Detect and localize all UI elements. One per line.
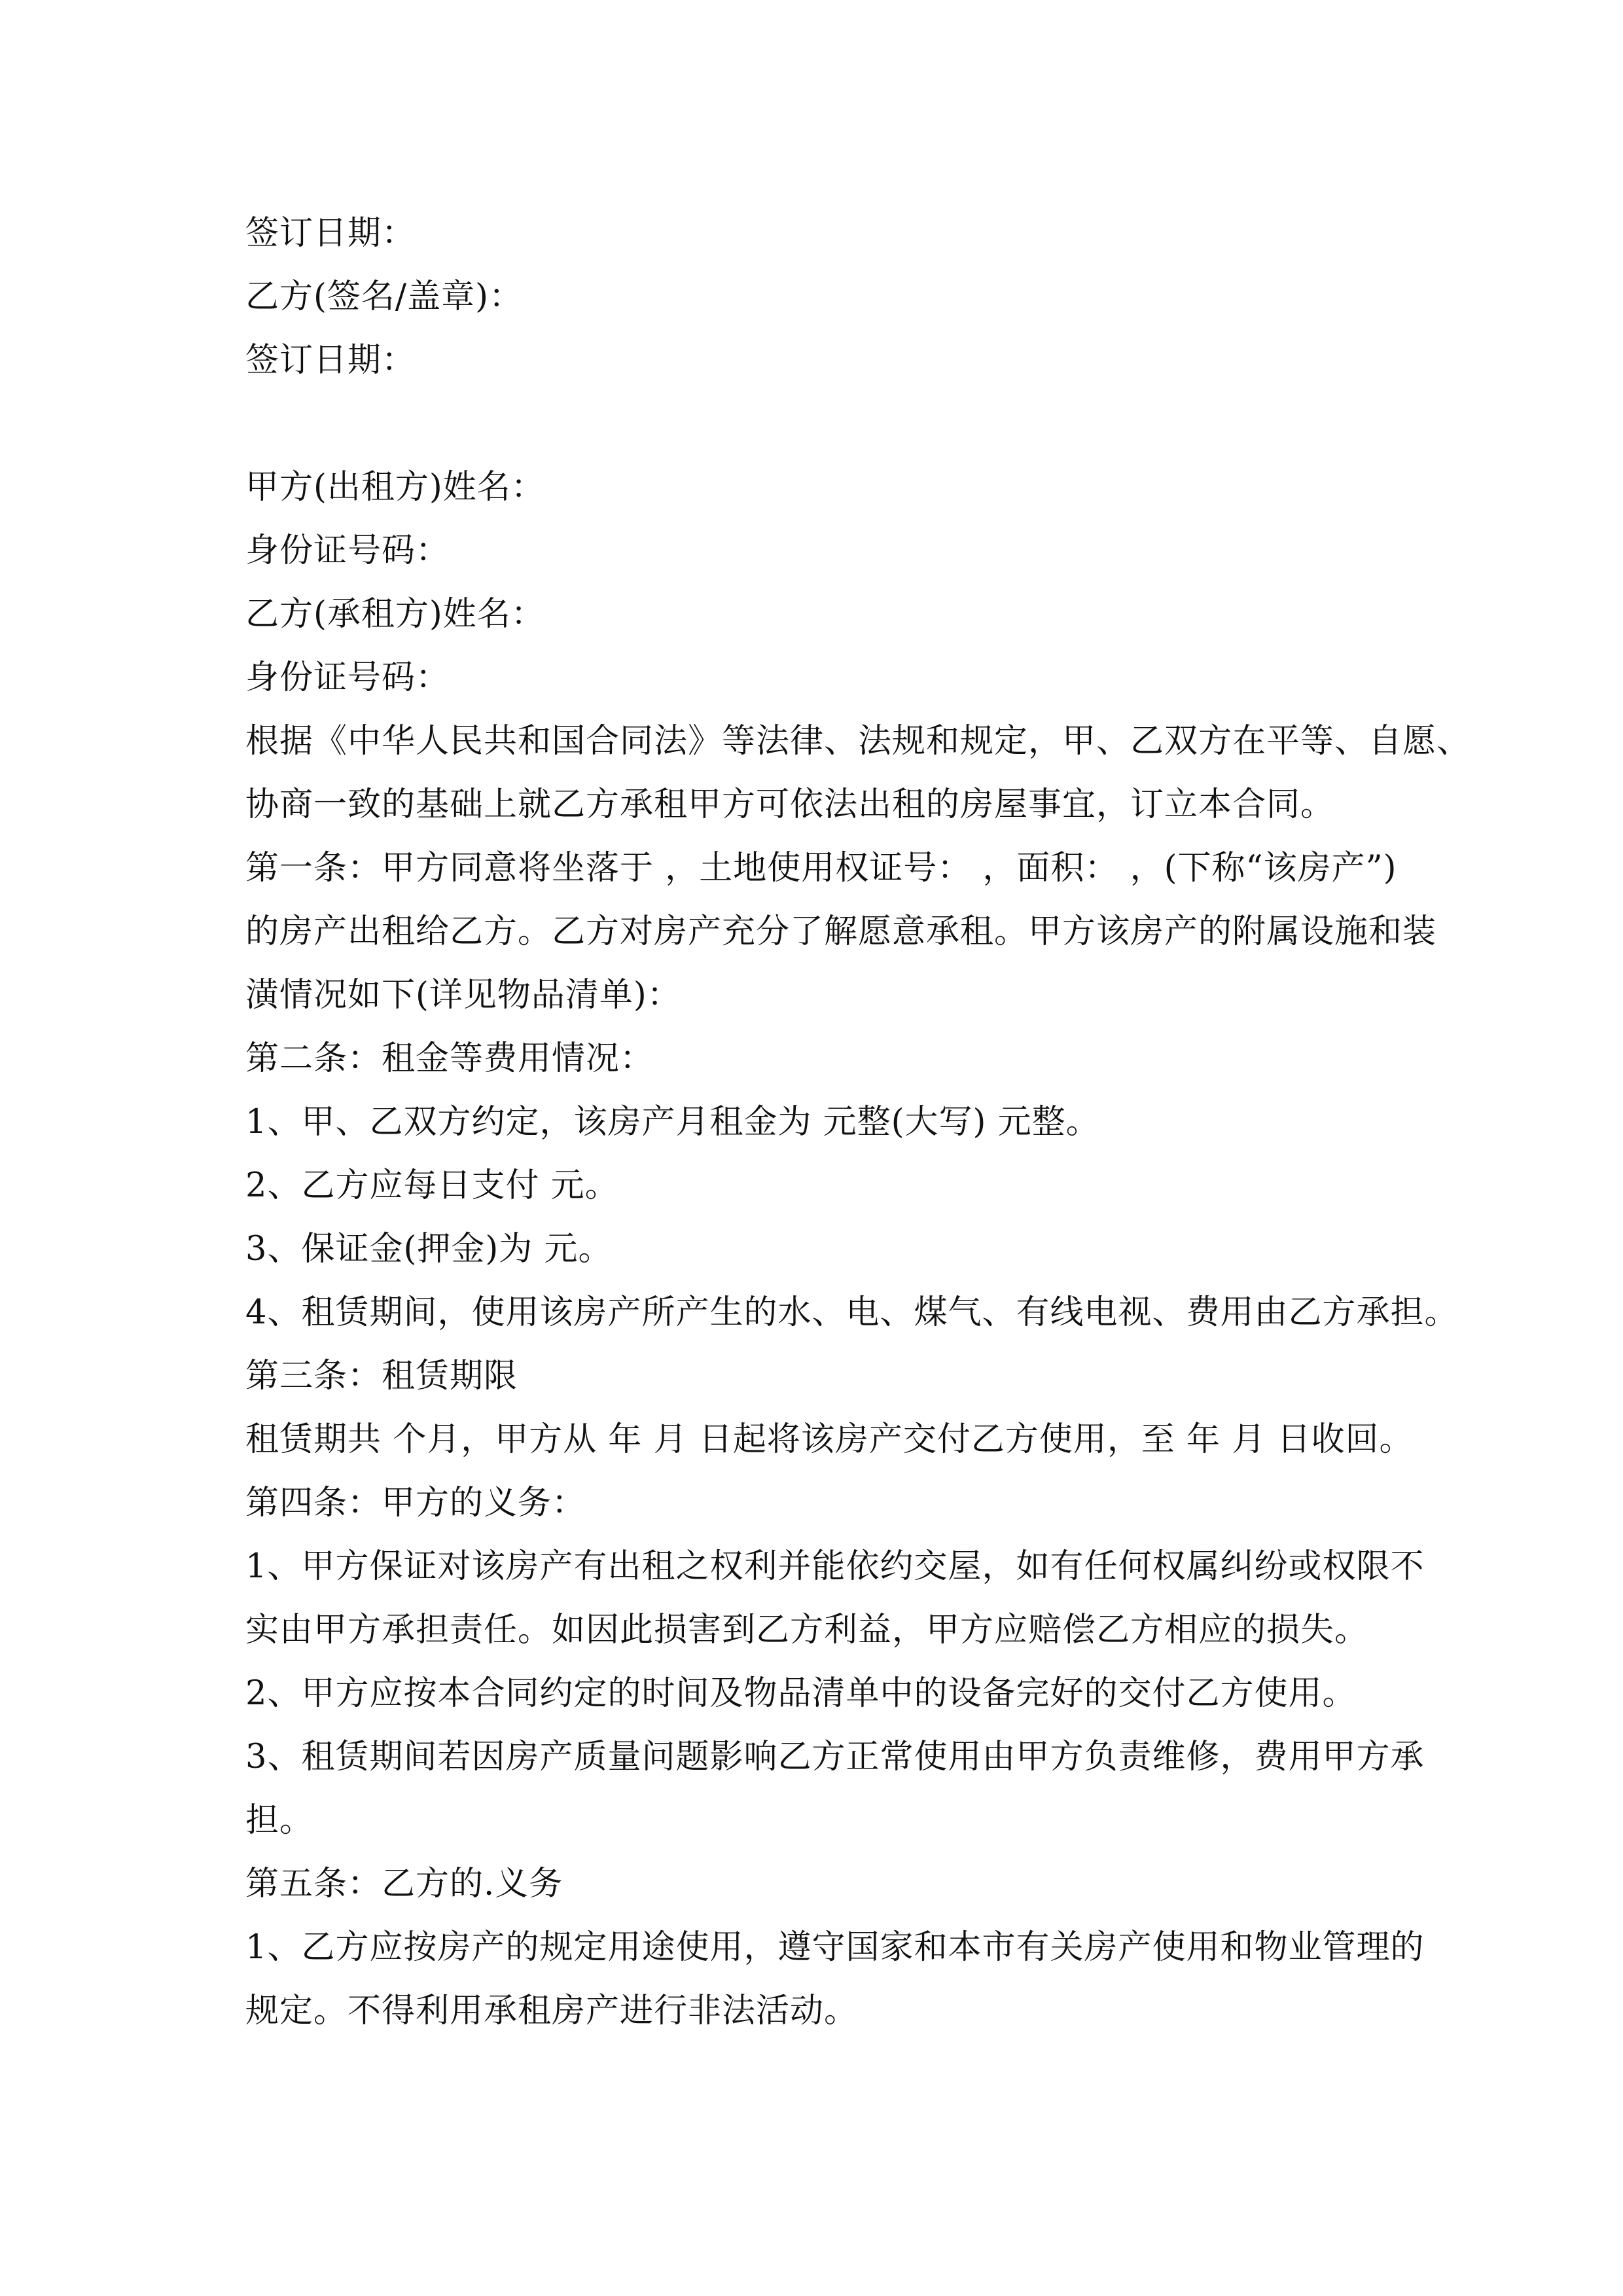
article-four-item: 1、甲方保证对该房产有出租之权利并能依约交屋，如有任何权属纠纷或权限不 bbox=[245, 1547, 1425, 1586]
article-two-item: 4、租赁期间，使用该房产所产生的水、电、煤气、有线电视、费用由乙方承担。 bbox=[245, 1293, 1459, 1332]
article-two-item: 2、乙方应每日支付 元。 bbox=[245, 1166, 619, 1205]
article-four-item: 担。 bbox=[245, 1801, 314, 1840]
article-two-heading: 第二条：租金等费用情况： bbox=[245, 1039, 654, 1078]
article-one-line: 潢情况如下(详见物品清单)： bbox=[245, 976, 681, 1014]
article-one-line: 的房产出租给乙方。乙方对房产充分了解愿意承租。甲方该房产的附属设施和装 bbox=[245, 912, 1437, 951]
sign-date-line: 签订日期： bbox=[245, 214, 416, 253]
article-three-line: 租赁期共 个月，甲方从 年 月 日起将该房产交付乙方使用，至 年 月 日收回。 bbox=[245, 1420, 1414, 1459]
article-two-item: 3、保证金(押金)为 元。 bbox=[245, 1230, 613, 1268]
party-b-id-line: 身份证号码： bbox=[245, 658, 450, 697]
preamble-line: 协商一致的基础上就乙方承租甲方可依法出租的房屋事宜，订立本合同。 bbox=[245, 785, 1335, 824]
party-a-name-line: 甲方(出租方)姓名： bbox=[245, 468, 545, 507]
article-three-heading: 第三条：租赁期限 bbox=[245, 1357, 518, 1395]
party-b-name-line: 乙方(承租方)姓名： bbox=[245, 595, 545, 634]
article-five-item: 规定。不得利用承租房产进行非法活动。 bbox=[245, 1992, 859, 2030]
article-five-heading: 第五条：乙方的.义务 bbox=[245, 1865, 563, 1903]
article-five-item: 1、乙方应按房产的规定用途使用，遵守国家和本市有关房产使用和物业管理的 bbox=[245, 1928, 1425, 1967]
article-four-item: 2、甲方应按本合同约定的时间及物品清单中的设备完好的交付乙方使用。 bbox=[245, 1674, 1357, 1713]
sign-date-line: 签订日期： bbox=[245, 341, 416, 380]
article-two-item: 1、甲、乙双方约定，该房产月租金为 元整(大写) 元整。 bbox=[245, 1103, 1100, 1141]
blank-line bbox=[245, 392, 1387, 456]
article-one-line: 第一条：甲方同意将坐落于 ，土地使用权证号： ，面积： ，(下称“该房产”) bbox=[245, 849, 1397, 888]
article-four-item: 实由甲方承担责任。如因此损害到乙方利益，甲方应赔偿乙方相应的损失。 bbox=[245, 1611, 1369, 1649]
contract-text bbox=[245, 202, 1471, 2043]
article-four-heading: 第四条：甲方的义务： bbox=[245, 1484, 586, 1522]
party-b-signature-line: 乙方(签名/盖章)： bbox=[245, 278, 523, 316]
party-a-id-line: 身份证号码： bbox=[245, 531, 450, 570]
article-four-item: 3、租赁期间若因房产质量问题影响乙方正常使用由甲方负责维修，费用甲方承 bbox=[245, 1738, 1425, 1776]
preamble-line: 根据《中华人民共和国合同法》等法律、法规和规定，甲、乙双方在平等、自愿、 bbox=[245, 722, 1471, 761]
